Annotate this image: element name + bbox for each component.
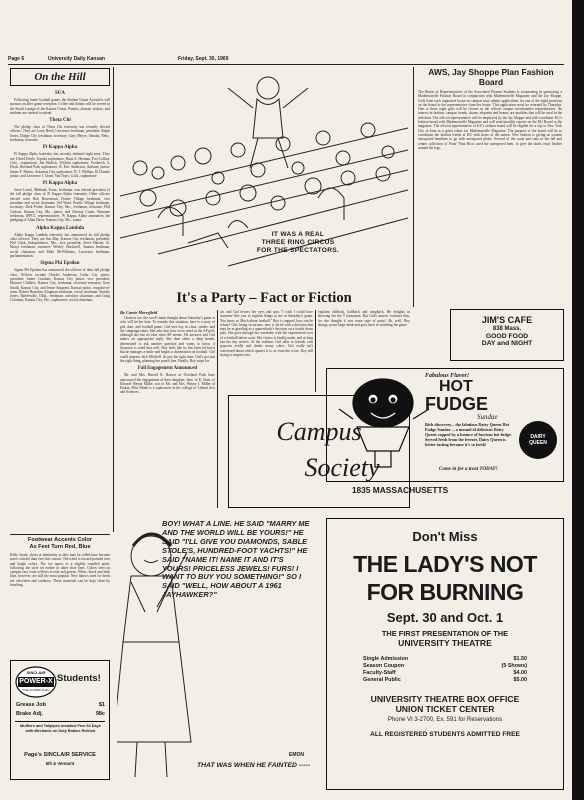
service-price: 98c xyxy=(95,711,105,717)
sinclair-station: Page's SINCLAIR SERVICE xyxy=(24,752,96,758)
jims-address: 838 Mass. xyxy=(492,326,522,332)
theatre-ticket-center: UNION TICKET CENTER xyxy=(395,704,495,714)
footwear-title: Footwear Accents Color xyxy=(27,537,93,543)
section-text: Sigma Phi Epsilon has announced the officers of their fall pledge class. Officers include Charles Anderson, Cedar City junior, president; James Combart, Kansas City junior, vice president; Maurice Childers, Kansas City, freshman, secretary-treasurer; Gary Smith, Kansas City, and Jessie Sargeant, Kansas junior, sergeant-at-arms; Robert Brandon, Kingman freshman, social chairman; Stanley Jones, Bartlesville, Okla., freshman, activities chairman, and Craig Coleman, Kansas City, Mo., sophomore, social chairman. xyxy=(10,268,110,303)
stadium-cartoon xyxy=(118,68,408,288)
theatre-first: THE FIRST PRESENTATION OF THE xyxy=(381,629,509,638)
sundae-body: Rich discovery... the fabulous Dairy Queen Hot Fudge Sundae ... a mound of delicious Dairy Queen capped by a bounce of luscious hot fudge. Served fresh from the freezer, Dairy Queen is better tasting because it's so fresh! xyxy=(425,422,512,447)
page-number: Page 6 xyxy=(8,56,25,62)
sinclair-address: 6th & Vermont xyxy=(45,761,75,766)
theatre-dates: Sept. 30 and Oct. 1 xyxy=(386,610,504,625)
theatre-title: THE LADY'S NOT xyxy=(353,551,537,577)
rate-row xyxy=(353,663,537,670)
sundae-intro: Fabulous Flavor! xyxy=(425,373,470,379)
sundae-mascot-icon xyxy=(335,371,435,481)
issue-date: Friday, Sept. 30, 1960 xyxy=(178,56,229,62)
masthead-rule xyxy=(8,64,564,65)
section-head: Theta Chi xyxy=(49,118,71,124)
section-text: The pledge class of Theta Chi fraternity has recently elected officers. They are Larry Reed, Lawrence freshman, president; Ralph Jones, Dodge City freshman, secretary; Gary Meyer, Omaha, Nebr., freshman, treasurer. xyxy=(10,125,110,143)
rate-row xyxy=(353,670,537,677)
theatre-box-office: UNIVERSITY THEATRE BOX OFFICE xyxy=(370,694,520,704)
sinclair-product: POWER-X xyxy=(19,677,53,685)
column-rule xyxy=(113,67,114,532)
rate-price: $5.00 xyxy=(513,677,527,683)
service-name: Brake Adj. xyxy=(16,711,44,717)
sinclair-headline: Students! xyxy=(57,673,101,684)
rate-label: Season Coupon xyxy=(363,663,405,669)
column-rule xyxy=(413,67,414,307)
artist-signature: EMON xyxy=(289,752,304,758)
caption-line: THREE RING CIRCUS xyxy=(261,239,335,246)
footwear-text: Kelly, beads, shoes or femininity as they may be called have become more colorful than ever this season. The trend is toward pointed toes and bright colors. The toe tapers to a slightly rounded point, following the style set earlier in other shoe lines. Colors seen on campus vary from yellows to reds and greens. White, black and dark blue, however, are still the most popular. New fabrics used for heels are velveteen and corduroy. These materials can be kept clean by brushing. xyxy=(10,553,110,588)
rate-label: Faculty-Staff xyxy=(363,670,396,676)
dairy-queen-address: 1835 MASSACHUSETTS xyxy=(351,485,449,495)
badge-text: DAIRY QUEEN xyxy=(529,434,547,446)
on-the-hill-header xyxy=(10,68,110,86)
article-text: Mr. and Mrs. Harold R. Beaver of Overland Park have announced the engagement of their daughter, Jane, of K. State, to Edward Wayne Miller, son of Mr. and Mrs. Wayne J. Miller of Parkin. Miss Monk is a sophomore in the college of Liberal Arts and Sciences. xyxy=(120,373,215,395)
theatre-dont-miss: Don't Miss xyxy=(412,529,478,544)
sundae-name: FUDGE xyxy=(425,394,488,414)
theatre-footer: ALL REGISTERED STUDENTS ADMITTED FREE xyxy=(370,731,520,738)
section-text: Alpha Kappa Lambda fraternity has announced its fall pledge class officers. They are Jim May, Kansas City freshman, president; Phil Clark, Independence, Mo., vice president; Steve Haisler, St. Marys freshman, treasurer; Wesley Stockwell, Satanta freshman, social chairman, and Mike McWilliams, Lawrence freshman, parliamentarian. xyxy=(10,232,110,259)
rate-price: $4.00 xyxy=(513,670,527,676)
rate-price: $1.50 xyxy=(513,656,527,662)
sundae-cta: Come in for a treat TODAY! xyxy=(439,467,498,472)
theatre-title: FOR BURNING xyxy=(366,579,524,605)
footwear-subtitle: As Feet Turn Red, Blue xyxy=(29,544,91,550)
sinclair-divider xyxy=(15,721,105,722)
aws-headline: AWS, Jay Shoppe Plan Fashion Board xyxy=(428,67,554,87)
sinclair-note: Mufflers and Tailpipes Installed Free 60 Days with Mechanic on Duty Brakes Relined xyxy=(20,724,101,733)
hot-fudge-ad xyxy=(326,368,564,482)
party-headline: It's a Party – Fact or Fiction xyxy=(176,290,352,306)
party-byline: By Carrie Merryfield xyxy=(120,310,158,315)
section-head: Pi Kappa Alpha xyxy=(42,145,78,151)
engagement-subhead: Fall Engagement Announced xyxy=(137,366,198,372)
service-price: $1 xyxy=(98,702,105,708)
cartoon-caption xyxy=(228,231,368,255)
on-the-hill-title: On the Hill xyxy=(34,71,86,83)
rate-price: (5 Shows) xyxy=(501,663,527,669)
section-text: Steve Leach, Midland, Texas, freshman, was elected president of the fall pledge class of Pi Kappa Alpha fraternity. Other officers elected were Bob Bowerman, Prairie Village freshman, vice president and social chairman; Jeff Ward, Prairie Village freshman, secretary; Dick Potter, Kansas City, Mo., freshman, treasurer; Phil Carlson, Kansas City, Mo., junior, and Glenray Crater, Shawnee freshman, IFPCC representatives. Pi Kappa Alpha announces the pledging of Allan Davis, Kansas City, Mo., junior. xyxy=(10,188,110,223)
paper-name: University Daily Kansan xyxy=(48,56,105,62)
section-head: Sigma Phi Epsilon xyxy=(40,261,80,267)
sinclair-logo xyxy=(15,666,57,698)
sundae-name-script: Sundae xyxy=(477,413,498,421)
section-text: Following home football games the Student Union Activities will sponsor an after game reception. Coffee and donuts will be served in the South Lounge of the Kansas Union. Parents, alumni, visitors, and students are invited to attend. xyxy=(10,98,110,115)
stadium-cartoon-drawing xyxy=(118,68,408,288)
scan-edge-strip xyxy=(572,0,584,800)
column-rule xyxy=(315,310,316,392)
speech-balloon: BOY! WHAT A LINE. HE SAID "MARRY ME AND THE WORLD WILL BE YOURS!" HE SAID "I'LL GIVE YOU DIAMONDS, SABLE STOLE'S, HUNDRED-FOOT YACHTS!" HE SAID "NAME IT! NAME IT AND IT'S YOURS! PRICELESS JEWELS! FURS! I WANT TO BUY YOU SOMETHING!" SO I SAID "WELL, HOW ABOUT A 1961 JAYHAWKER?" xyxy=(162,519,310,600)
section-head: SUA xyxy=(54,91,65,96)
sinclair-ad xyxy=(10,660,110,780)
rate-row xyxy=(353,656,537,663)
caption-line: IT WAS A REAL xyxy=(271,231,325,238)
service-name: Grease Job xyxy=(16,702,46,708)
jayhawker-cartoon xyxy=(117,512,323,787)
jims-name: JIM'S CAFE xyxy=(481,315,533,325)
theatre-phone: Phone VI 3-2700, Ex. 591 for Reservations xyxy=(387,717,503,723)
party-col1 xyxy=(120,316,215,508)
column-rule xyxy=(217,310,218,508)
rate-label: General Public xyxy=(363,677,401,683)
section-text: Pi Kappa Alpha fraternity has recently initiated eight men. They are: David Doyle, Topeka sophomore; Hans A. Herman, Fort Collins, Colo., sophomore; Jon Ehrlich, Wichita sophomore; Frederick A. Fleck, Roeland Park sophomore; R. Eric Anderson, Anthony junior; James F. Martin, Arkansas City sophomore; R. T. Phillips, El Dorado junior; and Lawrence J. Grant, Van Nuys, Calif., sophomore. xyxy=(10,152,110,178)
sinclair-brand: SINCLAIR xyxy=(26,670,46,675)
rate-row xyxy=(353,677,537,684)
on-the-hill-body xyxy=(10,88,110,532)
sundae-name: HOT xyxy=(439,378,473,395)
sinclair-tagline: THE POWER FUEL xyxy=(22,688,50,692)
cartoon-footer: THAT WAS WHEN HE FAINTED ----- xyxy=(197,762,311,769)
article-text: Chances are, the coed's main thought about Saturday's game is who will be her date. To remedy this situation, here is a story of girl, date, and football game. Girl sees boy in class, smiles, and the campaign starts. She asks him how we're rated in the AP poll, although she has no idea what AP means. He answers and Girl makes an appropriate reply. She then takes a deep breath, determined to ask another question and wants to know if Syracuse is rated that well. Boy feels like he has been hit-but-it but he manages a smile and begins a dissertation on football. Girl could impress Jack Mitchell. At just the right time, Girl's got just the right thing, planning her punch line. Finally, Boy stops for xyxy=(120,316,215,363)
jims-cafe-ad xyxy=(450,309,564,361)
theatre-rates xyxy=(327,656,563,684)
theatre-ad xyxy=(326,518,564,790)
masthead xyxy=(8,55,561,64)
section-head: Pi Kappa Alpha xyxy=(42,181,78,187)
jims-slogan: GOOD FOOD xyxy=(485,333,529,340)
party-col2: air, and Girl lowers her eyes and says "I wish I could have someone like you to explain things to me at Saturday's game. You know so Much about football." Boy is trapped, how can he refuse? Girl, being victorious, now is faced with a decision that may be as grueling as a quarterback's decision on a fourth down play. She goes through her wardrobe with the experienced eyes of a football talent scout. Her choice is finally made, and at long last the day arrives. At the stadium, Girl talks to friends, eats popcorn avidly and drinks many cokes. Girl really isn't concerned about which quarter it is, or even the score. Boy still trying to impress her, xyxy=(220,310,313,357)
caption-line: FOR THE SPECTATORS. xyxy=(256,247,340,254)
society-line: Society xyxy=(304,453,380,482)
dairy-queen-badge xyxy=(519,421,557,459)
section-head: Alpha Kappa Lambda xyxy=(35,225,85,231)
jims-slogan: DAY and NIGHT xyxy=(481,340,533,347)
sinclair-price-row xyxy=(16,702,105,708)
sinclair-price-row xyxy=(16,711,105,717)
theatre-univ: UNIVERSITY THEATRE xyxy=(398,638,492,648)
society-line: Campus xyxy=(276,417,362,446)
aws-text: The House of Representatives of the Associated Women Students is cooperating in sponsoring a Mademoiselle Fashion Board in conjunction with Mademoiselle Magazine and the Jay Shoppe. Girls from each organized house on campus may submit applications for one of the eight positions on the board to the representative from her house. This application must be returned by Thursday. One of these eight girls will be chosen as the official campus merchandise representative. An interest in fashion, campus trends, charm, etiquette and beauty are qualities that will be used in the selection. The official representative will be employed by the Jay Shoppe and will coordinate KU's fashion board with Mademoiselle Magazine and will send monthly reports on the KU Board to the magazine. The official representative of KU's fashion board will be eligible for a trip to New York City in June as a guest editor for Mademoiselle Magazine. The purpose of the board will be to coordinate the fashion trends at KU with those of the nation. New fashion is giving us women unexposed hemlines to go with unexposed pleats. Several of the coats and suits in the fall and winter collection of Paris' Nina Ricci used the unexposed hem, to give the skirts extra hitches around the legs. xyxy=(418,90,562,150)
rate-label: Single Admission xyxy=(363,656,409,662)
footwear-rule xyxy=(10,534,110,535)
party-col3: explains fullback, halfback and wingback. He delights in showing her the T formation. But Girl's answer confuses him, for she thought it was some type of party! Ah, well, Boy shrugs, pours large drink and goes back to watching the game. xyxy=(318,310,410,327)
